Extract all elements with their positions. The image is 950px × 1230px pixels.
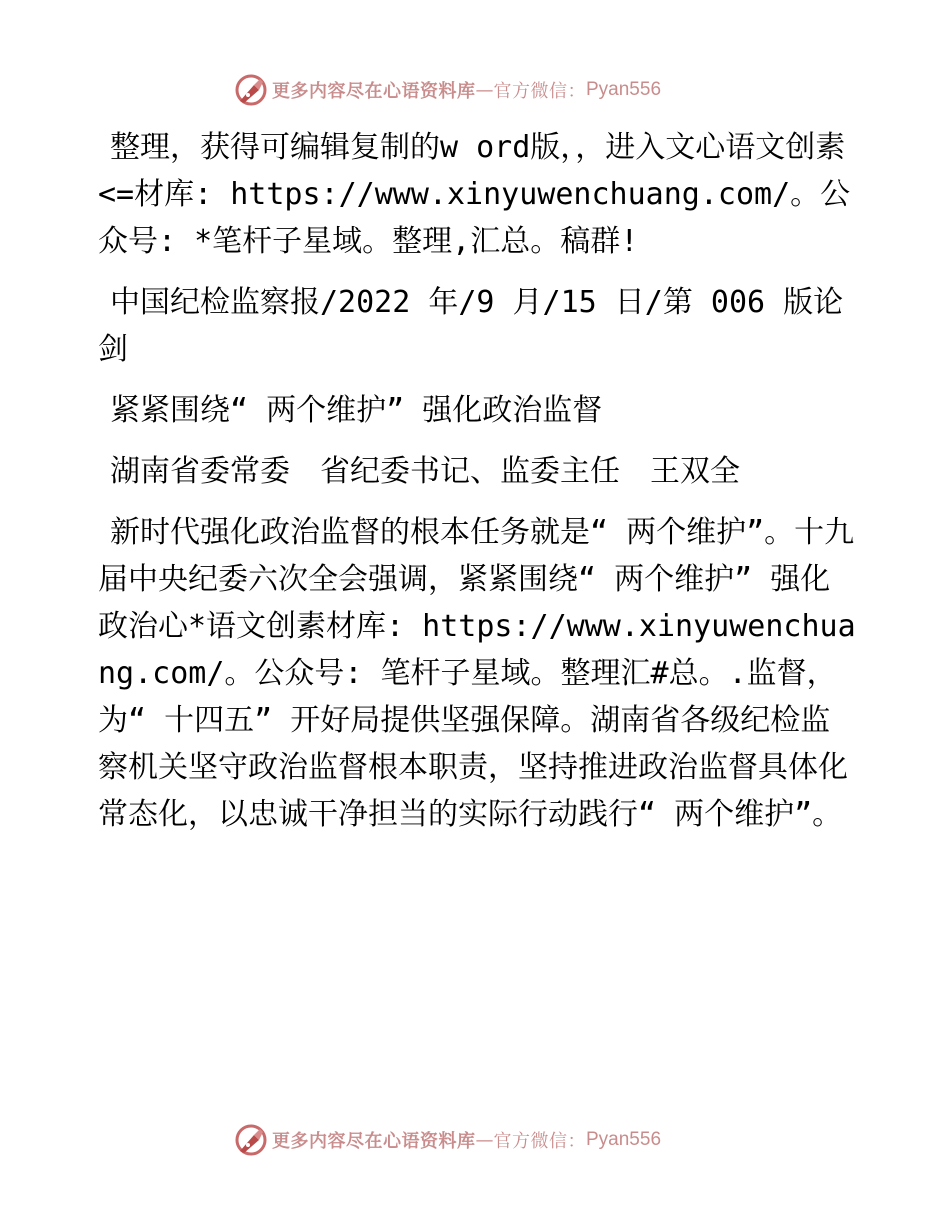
banner-title: 更多内容尽在心语资料库 xyxy=(272,81,476,102)
banner-wechat-label: 官方微信： xyxy=(493,81,586,102)
pen-nib-logo-icon xyxy=(234,1123,268,1157)
pen-nib-logo-icon xyxy=(234,73,268,107)
banner-wechat-id: Pyan556 xyxy=(586,79,662,100)
banner-title: 更多内容尽在心语资料库 xyxy=(272,1131,476,1152)
footer-watermark-banner xyxy=(234,1122,661,1158)
banner-separator: — xyxy=(475,1129,494,1151)
article-headline: 紧紧围绕“ 两个维护” 强化政治监督 xyxy=(110,393,603,428)
banner-wechat-id: Pyan556 xyxy=(586,1129,662,1150)
body-paragraph: 新时代强化政治监督的根本任务就是“ 两个维护”。十九届中央纪委六次全会强调，紧紧围绕“ 两个维护” 强化政治心*语文创素材库: https://www.xinyuwenchuang.com/。公众号: 笔杆子星域。整理汇#总。.监督，为“ 十四五” 开好局提供坚强保障。湖南省各级纪检监察机关坚守政治监督根本职责，坚持推进政治监督具体化常态化，以忠诚干净担当的实际行动践行“ 两个维护”。 xyxy=(98,515,856,832)
source-line: 中国纪检监察报/2022 年/9 月/15 日/第 006 版论剑 xyxy=(98,285,844,367)
banner-wechat-label: 官方微信： xyxy=(493,1131,586,1152)
document-body xyxy=(98,124,858,852)
intro-paragraph: 整理，获得可编辑复制的w ord版，，进入文心语文创素<=材库: https://www.xinyuwenchuang.com/。公众号: *笔杆子星域。整理,汇总。稿群! xyxy=(98,130,851,259)
author-line: 湖南省委常委 省纪委书记、监委主任 王双全 xyxy=(110,454,740,489)
banner-separator: — xyxy=(475,79,494,101)
header-watermark-banner xyxy=(234,72,661,108)
